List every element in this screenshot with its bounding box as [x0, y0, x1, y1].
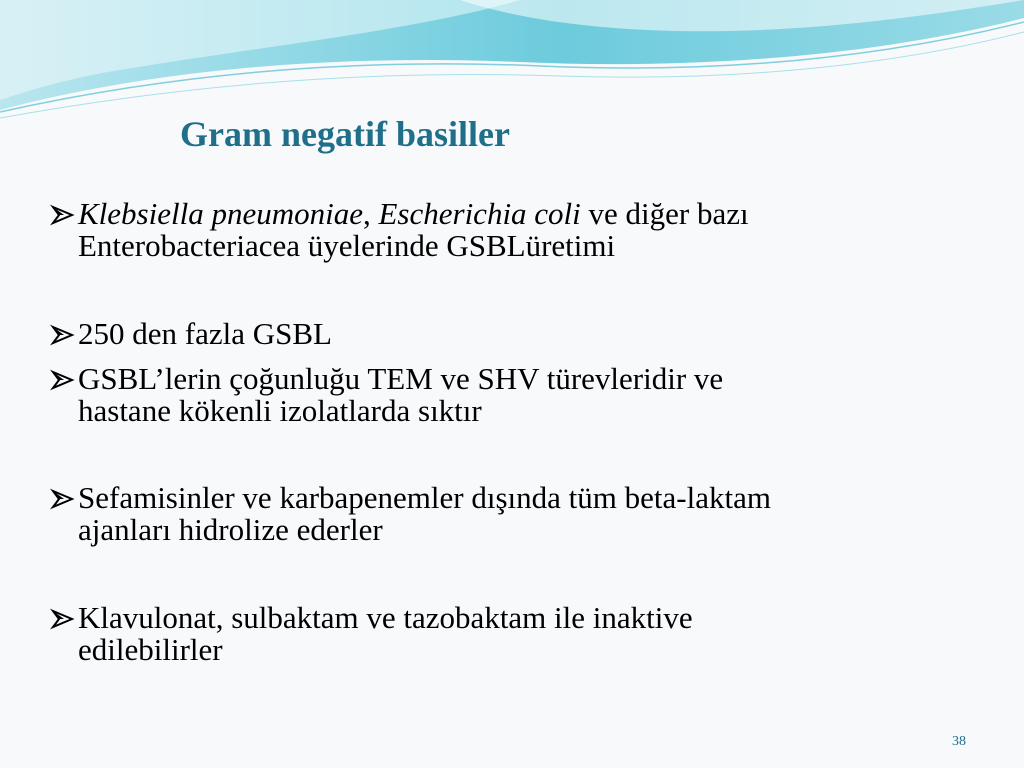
bullet-item: [50, 198, 990, 262]
arrow-bullet-icon: [50, 363, 76, 395]
bullet-text-italic: Escherichia coli: [378, 196, 581, 231]
bullet-text-italic: Klebsiella pneumoniae: [78, 196, 363, 231]
header-wave-decoration: [0, 0, 1024, 130]
bullet-item: [50, 363, 990, 427]
bullet-item: [50, 482, 990, 546]
slide-title: Gram negatif basiller: [180, 114, 510, 154]
bullet-text-continued: Enterobacteriacea üyelerinde GSBLüretimi: [78, 228, 616, 263]
arrow-bullet-icon: [50, 318, 76, 350]
bullet-text-continued: hastane kökenli izolatlarda sıktır: [78, 393, 482, 428]
bullet-item: [50, 602, 990, 666]
bullet-item: [50, 318, 990, 350]
bullet-text-continued: ajanları hidrolize ederler: [78, 512, 383, 547]
arrow-bullet-icon: [50, 482, 76, 514]
bullet-text-continued: edilebilirler: [78, 632, 223, 667]
bullet-text: ve diğer bazı: [580, 196, 749, 231]
bullet-text: Sefamisinler ve karbapenemler dışında tüm beta-laktam: [78, 480, 771, 515]
arrow-bullet-icon: [50, 602, 76, 634]
bullet-text: Klavulonat, sulbaktam ve tazobaktam ile inaktive: [78, 600, 693, 635]
bullet-text: 250 den fazla GSBL: [78, 316, 332, 351]
bullet-text: GSBL’lerin çoğunluğu TEM ve SHV türevleridir ve: [78, 361, 724, 396]
page-number: 38: [952, 734, 966, 749]
bullet-text: ,: [362, 196, 379, 231]
arrow-bullet-icon: [50, 198, 76, 230]
